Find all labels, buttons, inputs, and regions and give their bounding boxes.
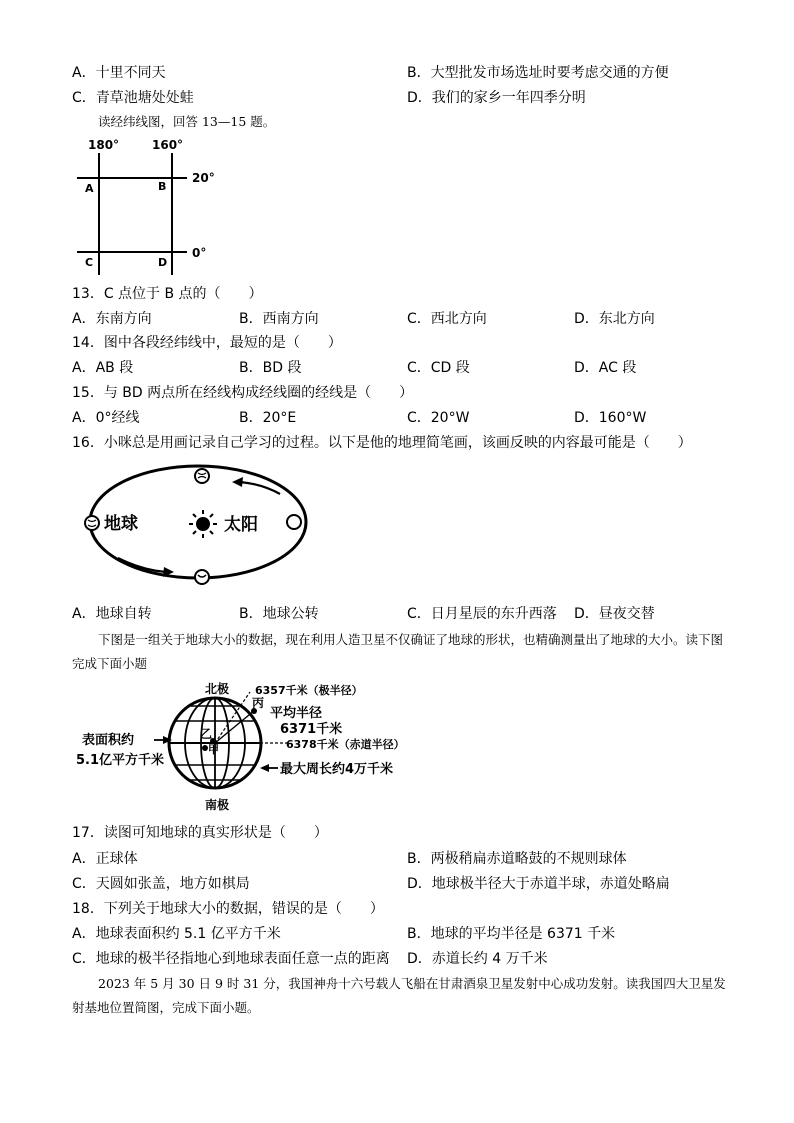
- q15-option-d[interactable]: D．160°W: [574, 410, 647, 426]
- q13-option-c[interactable]: C．西北方向: [407, 311, 487, 327]
- q14-options: [72, 358, 732, 378]
- q14-stem: 14．图中各段经纬线中，最短的是（ ）: [72, 335, 342, 351]
- arrow-circumference-head: [260, 764, 269, 772]
- label-mean-radius: 平均半径: [270, 706, 323, 721]
- q17-options-row2: [72, 874, 732, 894]
- q13-options: [72, 309, 732, 329]
- q16-stem: 16．小咪总是用画记录自己学习的过程。以下是他的地理简笔画，该画反映的内容最可能是（ ）: [72, 435, 692, 451]
- label-polar-radius: 6357千米（极半径）: [255, 684, 363, 697]
- label-jia: 甲: [208, 743, 219, 756]
- point-d: D: [158, 256, 168, 269]
- q17-stem: 17．读图可知地球的真实形状是（ ）: [72, 825, 328, 841]
- label-equator-radius: 6378千米（赤道半径）: [286, 738, 405, 751]
- q13-option-a[interactable]: A．东南方向: [72, 311, 152, 327]
- q14-option-c[interactable]: C．CD 段: [407, 360, 470, 376]
- q17-option-d[interactable]: D．地球极半径大于赤道半球，赤道处略扁: [407, 876, 670, 892]
- q15-options: [72, 408, 732, 428]
- label-lat-bottom: 0°: [192, 246, 207, 260]
- label-south-pole: 南极: [205, 798, 230, 812]
- q13-option-b[interactable]: B．西南方向: [239, 311, 319, 327]
- q17-option-c[interactable]: C．天圆如张盖，地方如棋局: [72, 876, 250, 892]
- q16-option-d[interactable]: D．昼夜交替: [574, 606, 655, 622]
- q15-option-a[interactable]: A．0°经线: [72, 410, 140, 426]
- intro-13-15-text: 读经纬线图，回答 13—15 题。: [98, 114, 276, 129]
- q15-option-c[interactable]: C．20°W: [407, 410, 470, 426]
- q14-option-a[interactable]: A．AB 段: [72, 360, 134, 376]
- q16-option-c[interactable]: C．日月星辰的东升西落: [407, 606, 557, 622]
- q12-option-c[interactable]: C．青草池塘处处蛙: [72, 90, 194, 106]
- label-mean-radius-value: 6371千米: [280, 722, 343, 737]
- label-lon-right: 160°: [152, 138, 184, 152]
- globe-figure: [72, 680, 417, 815]
- q12-option-a[interactable]: A．十里不同天: [72, 65, 166, 81]
- orbit-figure: [72, 458, 322, 593]
- q18-option-d[interactable]: D．赤道长约 4 万千米: [407, 951, 548, 967]
- q18-option-c[interactable]: C．地球的极半径指地心到地球表面任意一点的距离: [72, 951, 390, 967]
- point-a: A: [85, 182, 94, 195]
- point-b: B: [158, 180, 167, 193]
- q12-option-b[interactable]: B．大型批发市场选址时要考虑交通的方便: [407, 65, 669, 81]
- q17-options-row1: [72, 849, 732, 869]
- q18-options-row2: [72, 949, 732, 969]
- q14-option-b[interactable]: B．BD 段: [239, 360, 302, 376]
- label-earth: 地球: [104, 514, 138, 534]
- q18-options-row1: [72, 924, 732, 944]
- q13-option-d[interactable]: D．东北方向: [574, 311, 655, 327]
- label-yi: 乙: [200, 727, 213, 741]
- q16-option-b[interactable]: B．地球公转: [239, 606, 319, 622]
- intro-13-15: [72, 110, 727, 134]
- intro-17-18-text: 下图是一组关于地球大小的数据，现在利用人造卫星不仅确证了地球的形状，也精确测量出了地球的大小。读下图完成下面小题: [72, 632, 724, 671]
- orbit-body-right: [287, 515, 301, 529]
- q18-option-a[interactable]: A．地球表面积约 5.1 亿平方千米: [72, 926, 281, 942]
- sun-icon: [189, 510, 217, 538]
- q18-stem: 18．下列关于地球大小的数据，错误的是（ ）: [72, 901, 384, 917]
- q12-option-d[interactable]: D．我们的家乡一年四季分明: [407, 90, 586, 106]
- q16-options: [72, 604, 732, 624]
- lat-lon-grid-figure: [72, 135, 232, 280]
- q12-options-row1: [72, 63, 732, 83]
- q15-option-b[interactable]: B．20°E: [239, 410, 297, 426]
- label-lon-left: 180°: [88, 138, 120, 152]
- q18-option-b[interactable]: B．地球的平均半径是 6371 千米: [407, 926, 616, 942]
- q16-option-a[interactable]: A．地球自转: [72, 606, 152, 622]
- label-sun: 太阳: [224, 515, 258, 535]
- label-north-pole: 北极: [205, 682, 230, 696]
- q17-option-b[interactable]: B．两极稍扁赤道略鼓的不规则球体: [407, 851, 627, 867]
- label-area-value: 5.1亿平方千米: [76, 753, 165, 768]
- intro-17-18: [72, 628, 727, 676]
- label-bing: 丙: [252, 696, 265, 710]
- q12-options-row2: [72, 88, 732, 108]
- label-circumference: 最大周长约4万千米: [280, 762, 394, 777]
- label-lat-top: 20°: [192, 171, 215, 185]
- q17-option-a[interactable]: A．正球体: [72, 851, 138, 867]
- intro-19: [72, 972, 727, 1020]
- q14-option-d[interactable]: D．AC 段: [574, 360, 637, 376]
- intro-19-text: 2023 年 5 月 30 日 9 时 31 分，我国神舟十六号载人飞船在甘肃酒泉卫星发射中心成功发射。读我国四大卫星发射基地位置简图，完成下面小题。: [72, 976, 726, 1015]
- q13-stem: 13．C 点位于 B 点的（ ）: [72, 286, 263, 302]
- point-c: C: [85, 256, 94, 269]
- q15-stem: 15．与 BD 两点所在经线构成经线圈的经线是（ ）: [72, 385, 414, 401]
- arrow-top-right-head: [232, 477, 243, 487]
- earth-icon: [85, 516, 99, 530]
- label-area: 表面积约: [82, 733, 135, 748]
